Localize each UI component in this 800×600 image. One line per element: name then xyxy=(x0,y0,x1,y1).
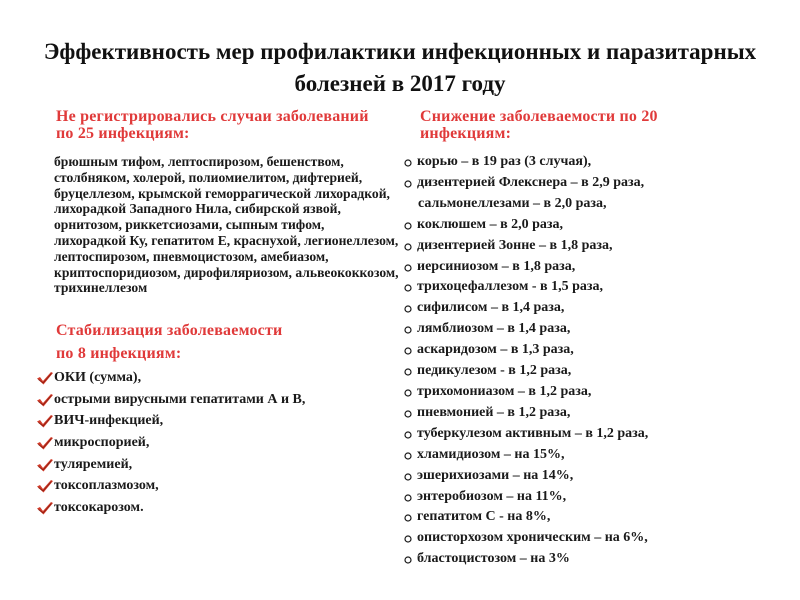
stabilization-item xyxy=(34,389,404,411)
decrease-item xyxy=(403,277,793,298)
checkmark-icon xyxy=(36,370,54,386)
circle-bullet-icon xyxy=(404,452,412,460)
decrease-item xyxy=(403,319,793,340)
stabilization-item xyxy=(34,432,404,454)
decrease-item-label: пневмонией – в 1,2 раза, xyxy=(417,404,571,420)
decrease-item-label: бластоцистозом – на 3% xyxy=(417,551,570,567)
decrease-list xyxy=(403,152,793,570)
decrease-item xyxy=(403,549,793,570)
decrease-item-label: гепатитом С - на 8%, xyxy=(417,509,551,525)
circle-bullet-icon xyxy=(404,243,412,251)
decrease-item-label: корью – в 19 раз (3 случая), xyxy=(417,154,592,169)
slide-title: Эффективность мер профилактики инфекционных и паразитарных болезней в 2017 году xyxy=(43,39,757,96)
checkmark-icon xyxy=(36,500,54,516)
circle-bullet-icon xyxy=(404,431,412,439)
stabilization-heading-line1: Стабилизация заболеваемости xyxy=(56,322,283,340)
zero-cases-text: брюшным тифом, лептоспирозом, бешенством, столбняком, холерой, полиомиелитом, дифтерией, бруцеллезом, крымской геморрагической лихорадкой, лихорадкой Западного Нила, сибирской язвой, орнитозом, риккетсиозами, сыпным тифом, лихорадкой Ку, гепатитом Е, краснухой, легионеллезом, лептоспирозом, пневмоцистозом, амебиазом, криптоспоридиозом, дирофиляриозом, альвеококкозом, трихинеллезом xyxy=(54,154,399,296)
checkmark-icon xyxy=(36,435,54,451)
decrease-item-label: энтеробиозом – на 11%, xyxy=(417,488,567,504)
decrease-item-label: туберкулезом активным – в 1,2 раза, xyxy=(417,425,649,441)
circle-bullet-icon xyxy=(404,222,412,230)
decrease-item-label: описторхозом хроническим – на 6%, xyxy=(417,530,648,546)
circle-bullet-icon xyxy=(404,410,412,418)
checkmark-icon xyxy=(36,413,54,429)
stabilization-item-label: ВИЧ-инфекцией, xyxy=(54,413,164,429)
decrease-item xyxy=(403,236,793,257)
stabilization-item xyxy=(34,367,404,389)
decrease-item xyxy=(403,173,793,215)
decrease-item xyxy=(403,528,793,549)
decrease-item-label: коклюшем – в 2,0 раза, xyxy=(417,216,564,232)
decrease-item-label: аскаридозом – в 1,3 раза, xyxy=(417,342,574,358)
stabilization-heading-line2: по 8 инфекциям: xyxy=(56,345,182,363)
stabilization-item xyxy=(34,475,404,497)
circle-bullet-icon xyxy=(404,326,412,334)
decrease-item xyxy=(403,361,793,382)
stabilization-item-label: острыми вирусными гепатитами А и В, xyxy=(54,391,306,407)
stabilization-item-label: микроспорией, xyxy=(54,434,150,450)
circle-bullet-icon xyxy=(404,305,412,313)
circle-bullet-icon xyxy=(404,494,412,502)
decrease-item-label: дизентерией Зонне – в 1,8 раза, xyxy=(417,237,613,253)
stabilization-item xyxy=(34,454,404,476)
circle-bullet-icon xyxy=(404,347,412,355)
stabilization-list xyxy=(34,367,404,518)
decrease-item xyxy=(403,487,793,508)
circle-bullet-icon xyxy=(404,535,412,543)
decrease-item xyxy=(403,257,793,278)
decrease-item xyxy=(403,445,793,466)
circle-bullet-icon xyxy=(404,473,412,481)
stabilization-item xyxy=(34,497,404,519)
decrease-item xyxy=(403,340,793,361)
decrease-item-label: эшерихиозами – на 14%, xyxy=(417,467,574,483)
checkmark-icon xyxy=(36,392,54,408)
stabilization-item xyxy=(34,410,404,432)
stabilization-item-label: токсокарозом. xyxy=(54,499,144,515)
checkmark-icon xyxy=(36,457,54,473)
decrease-item-continuation: сальмонеллезами – в 2,0 раза, xyxy=(418,195,607,211)
decrease-item-label: трихоцефаллезом - в 1,5 раза, xyxy=(417,279,603,295)
circle-bullet-icon xyxy=(404,159,412,167)
circle-bullet-icon xyxy=(404,556,412,564)
stabilization-heading xyxy=(56,319,404,365)
decrease-item-label: трихомониазом – в 1,2 раза, xyxy=(417,383,592,399)
decrease-item-label: хламидиозом – на 15%, xyxy=(417,446,565,462)
decrease-item xyxy=(403,298,793,319)
decrease-item-label: дизентерией Флекснера – в 2,9 раза, xyxy=(417,174,645,190)
decrease-item xyxy=(403,424,793,445)
stabilization-item-label: ОКИ (сумма), xyxy=(54,370,142,386)
circle-bullet-icon xyxy=(404,284,412,292)
decrease-item xyxy=(403,507,793,528)
zero-cases-heading: Не регистрировались случаи заболеваний по 25 инфекциям: xyxy=(56,108,369,142)
decrease-item-label: сифилисом – в 1,4 раза, xyxy=(417,300,565,316)
circle-bullet-icon xyxy=(404,180,412,188)
decrease-item xyxy=(403,403,793,424)
stabilization-item-label: туляремией, xyxy=(54,456,133,472)
left-column xyxy=(34,108,404,518)
stabilization-item-label: токсоплазмозом, xyxy=(54,478,159,494)
decrease-item xyxy=(403,152,793,173)
circle-bullet-icon xyxy=(404,389,412,397)
decrease-heading: Снижение заболеваемости по 20 инфекциям: xyxy=(420,108,658,142)
decrease-item-label: лямблиозом – в 1,4 раза, xyxy=(417,321,571,337)
decrease-item-label: педикулезом - в 1,2 раза, xyxy=(417,363,572,379)
decrease-item xyxy=(403,215,793,236)
checkmark-icon xyxy=(36,478,54,494)
decrease-item xyxy=(403,466,793,487)
decrease-item xyxy=(403,382,793,403)
decrease-item-label: иерсиниозом – в 1,8 раза, xyxy=(417,258,576,274)
right-column xyxy=(403,108,793,570)
circle-bullet-icon xyxy=(404,368,412,376)
circle-bullet-icon xyxy=(404,264,412,272)
circle-bullet-icon xyxy=(404,514,412,522)
